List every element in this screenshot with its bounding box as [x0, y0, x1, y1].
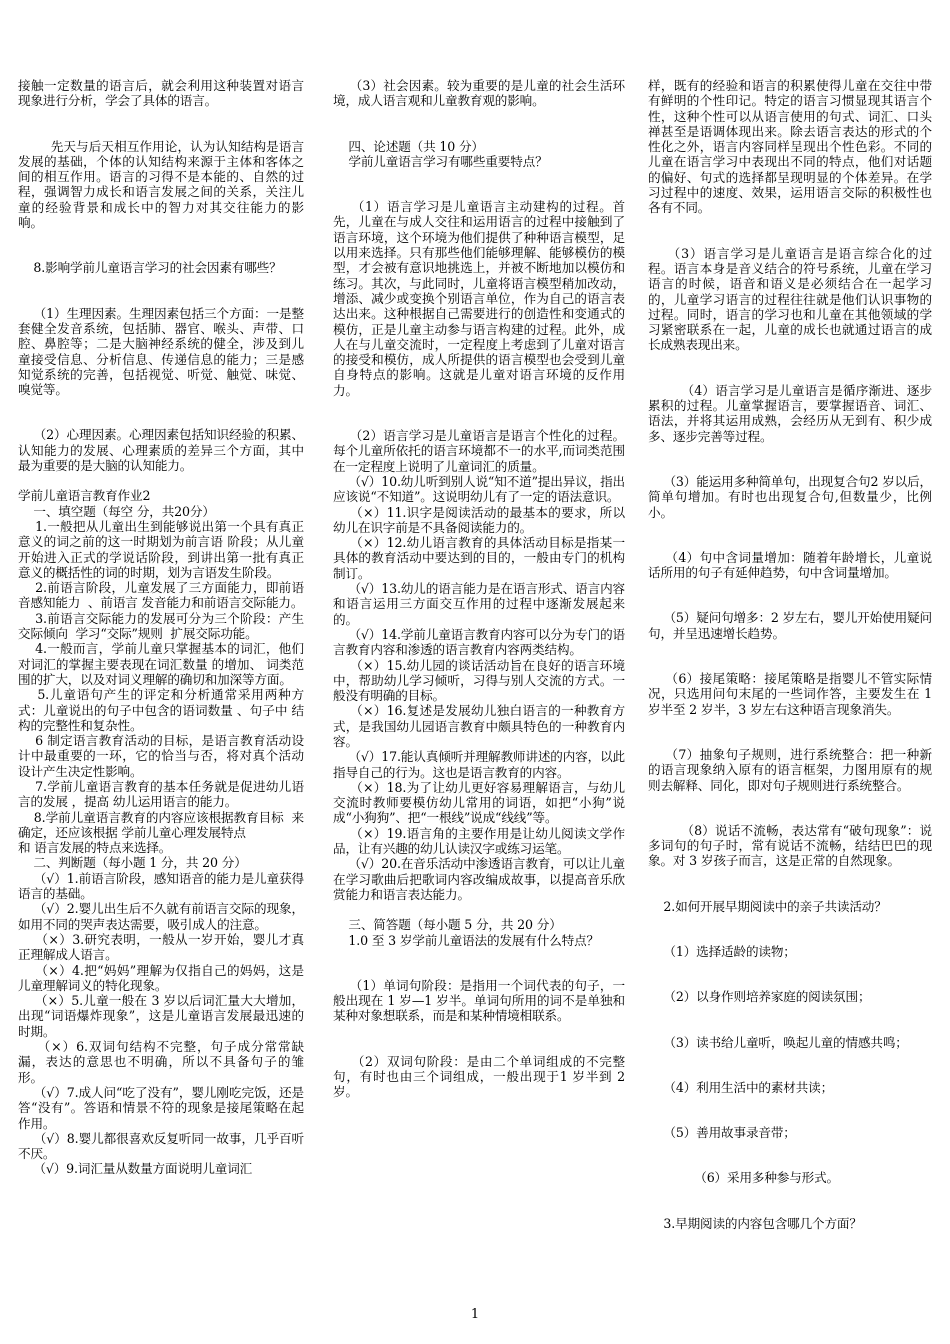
paragraph: （3）能运用多种简单句，出现复合句2 岁以后，简单句增加。有时也出现复合句,但数量少，比例小。 — [648, 473, 932, 520]
paragraph: （×）12.幼儿语言教育的具体活动目标是指某一具体的教育活动中要达到的目的，一般由专门的机构制订。 — [333, 535, 625, 581]
page-number: 1 — [470, 1307, 480, 1322]
paragraph: （√）7.成人问“吃了没有”，婴儿刚吃完饭，还是答“没有”。答语和情景不符的现象是接尾策略在起作用。 — [18, 1084, 304, 1131]
paragraph: （√）14.学前儿童语言教育内容可以分为专门的语言教育内容和渗透的语言教育内容两类结构。 — [333, 626, 625, 658]
column-middle — [333, 78, 629, 1100]
paragraph: （6）接尾策略：接尾策略是指婴儿不管实际情况，只选用问句末尾的一些词作答，主要发生在 1 岁半至 2 岁半，3 岁左右这种语言现象消失。 — [648, 671, 936, 717]
paragraph: （×）18.为了让幼儿更好容易理解语言，与幼儿交流时教师要模仿幼儿常用的词语，如把“小狗”说成“小狗狗”、把“一根线”说成“线线”等。 — [333, 779, 625, 826]
paragraph: （√）17.能认真倾听并理解教师讲述的内容，以此指导自己的行为。这也是语言教育的内容。 — [333, 749, 625, 780]
paragraph-gap — [333, 902, 625, 917]
paragraph-gap — [333, 169, 625, 199]
paragraph: （×）3.研究表明，一般从一岁开始，婴儿才真正理解成人语言。 — [18, 931, 304, 963]
paragraph-gap — [648, 444, 932, 474]
paragraph: 学前儿童语言教育作业2 — [18, 488, 151, 504]
paragraph: （×）11.识字是阅读活动的最基本的要求，所以幼儿在识字前是不具备阅读能力的。 — [333, 504, 625, 535]
paragraph: （4）利用生活中的素材共读； — [648, 1079, 834, 1095]
paragraph: （2）语言学习是儿童语言是语言个性化的过程。每个儿童所依托的语言环境都不一的水平,而词类范围在一定程度上说明了儿童词汇的质量。 — [333, 428, 625, 474]
paragraph: （4）语言学习是儿童语言是循序渐进、逐步累积的过程。儿童掌握语言，要掌握语音、词汇、语法，并将其运用成熟，会经历从无到有、积少成多、逐步完善等过程。 — [648, 382, 933, 444]
paragraph: （√）9.词汇量从数量方面说明儿童词汇 — [18, 1161, 253, 1177]
paragraph: （√）2.婴儿出生后不久就有前语言交际的现象，如用不同的哭声表达需要，吸引成人的注意。 — [18, 901, 305, 932]
paragraph-gap — [648, 1005, 932, 1035]
paragraph: （3）读书给儿童听，唤起儿童的情感共鸣； — [648, 1034, 908, 1050]
paragraph: （×）5.儿童一般在 3 岁以后词汇量大大增加，出现“词语爆炸现象”，这是儿童语言发展最迅速的时期。 — [18, 993, 304, 1039]
paragraph: （6）采用多种参与形式。 — [648, 1170, 839, 1186]
column-right — [648, 78, 936, 1231]
paragraph: 2.前语言阶段，儿童发展了三方面能力，即前语音感知能力 、前语言 发音能力和前语言交际能力。 — [18, 580, 304, 611]
paragraph: （√）13.幼儿的语言能力是在语言形式、语言内容和语言运用三方面交互作用的过程中逐渐发展起来的。 — [333, 581, 625, 627]
paragraph: （8）说话不流畅，表达常有“破句现象”：说多词句的句子时，常有说话不流畅，结结巴巴的现象。对 3 岁孩子而言，这是正常的自然现象。 — [648, 822, 932, 869]
paragraph: （×）4.把“妈妈”理解为仅指自己的妈妈，这是儿童理解词义的特化现象。 — [18, 962, 304, 993]
paragraph: 8.影响学前儿童语言学习的社会因素有哪些？ — [18, 260, 282, 276]
paragraph: （1）选择适龄的读物； — [648, 943, 796, 959]
paragraph-gap — [648, 717, 932, 747]
paragraph: 四、论述题（共 10 分） — [333, 138, 484, 154]
paragraph-gap — [648, 959, 932, 989]
paragraph: （2）心理因素。心理因素包括知识经验的积累、认知能力的发展、心理素质的差异三个方面，其中最为重要的是大脑的认知能力。 — [18, 427, 304, 474]
paragraph: （3）语言学习是儿童语言是语言综合化的过程。语言本身是音义结合的符号系统，儿童在学习语言的时候，语音和语义是必须结合在一起学习的，儿童学习语言的过程往往就是他们认识事物的过程。同时，语言的学习也和儿童在其他领域的学习紧密联系在一起，儿童的成长也就通过语言的成长成熟表现出来。 — [648, 245, 932, 353]
paragraph: 3.早期阅读的内容包含哪几个方面？ — [648, 1215, 862, 1231]
paragraph: （5）善用故事录音带； — [648, 1125, 796, 1141]
paragraph-gap — [648, 869, 932, 899]
paragraph: 1.一般把从儿童出生到能够说出第一个具有真正意义的词之前的这一时期划为前言语 阶段；从儿童开始进入正式的学说话阶段，到讲出第一批有真正意义的概括性的词的时期，划为言语发生阶段。 — [18, 518, 304, 580]
paragraph: 1.0 至 3 岁学前儿童语法的发展有什么特点？ — [333, 932, 599, 948]
paragraph-gap — [648, 1050, 932, 1080]
paragraph: （7）抽象句子规则，进行系统整合：把一种新的语言现象纳入原有的语言框架，力图用原有的规则去解释、同化，即对句子规则进行系统整合。 — [648, 746, 932, 793]
paragraph: 样，既有的经验和语言的积累使得儿童在交往中带有鲜明的个性印记。特定的语言习惯显现其语言个性，这种个性可以从语言使用的句式、词汇、口头禅甚至是语调体现出来。除去语言表达的形式的个性化之外，语言内容同样呈现出个性色彩。不同的儿童在语言学习中表现出不同的特点，他们对话题的偏好、句式的选择都呈现明显的个体差异。在学习过程中的速度、效果，运用语言交际的积极性也各有不同。 — [648, 78, 932, 216]
paragraph-gap — [648, 216, 932, 246]
paragraph: 先天与后天相互作用论，认为认知结构是语言发展的基础，个体的认知结构来源于主体和客体之间的相互作用。语言的习得不是本能的、自然的过程，强调智力成长和语言发展之间的关系，关注儿童的经验背景和成长中的智力对其交往能力的影响。 — [18, 138, 304, 231]
paragraph: （4）句中含词量增加：随着年龄增长，儿童说话所用的句子有延伸趋势，句中含词量增加。 — [648, 549, 932, 581]
paragraph: （×）6.双词句结构不完整，句子成分常常缺漏，表达的意思也不明确，所以不具备句子的雏形。 — [18, 1039, 304, 1085]
paragraph: 二、判断题（每小题 1 分，共 20 分） — [18, 855, 247, 871]
paragraph: 学前儿童语言学习有哪些重要特点？ — [333, 153, 548, 169]
paragraph: （3）社会因素。较为重要的是儿童的社会生活环境，成人语言观和儿童教育观的影响。 — [333, 78, 625, 109]
paragraph-gap — [333, 109, 625, 139]
paragraph-gap — [333, 1024, 625, 1054]
paragraph: 6 制定语言教育活动的目标，是语言教育活动设计中最重要的一环，它的恰当与否，将对真个活动设计产生决定性影响。 — [18, 733, 304, 779]
paragraph-gap — [333, 948, 625, 978]
paragraph: （×）16.复述是发展幼儿独白语言的一种教育方式，是我国幼儿园语言教育中颇具特色的一种教育内容。 — [333, 703, 625, 749]
paragraph-gap — [18, 473, 304, 488]
paragraph-gap — [648, 914, 932, 944]
paragraph-gap — [18, 276, 304, 306]
paragraph-gap — [648, 1095, 932, 1125]
paragraph-gap — [648, 1186, 932, 1216]
paragraph-gap — [18, 397, 304, 427]
paragraph-gap — [648, 641, 932, 671]
paragraph: （√）8.婴儿都很喜欢反复听同一故事，几乎百听不厌。 — [18, 1130, 305, 1162]
paragraph: （1）语言学习是儿童语言主动建构的过程。首先，儿童在与成人交往和运用语言的过程中接触到了语言环境，这个环境为他们提供了种种语言模型，足以用来选择。只有那些他们能够理解、能够模仿的模型，才会被有意识地挑选上，并被不断地加以模仿和练习。其次，与此同时，儿童将语言模型稍加改动，增添、减少或变换个别语言单位，作为自己的语言表达出来。这种根据自己需要进行的创造性和变通式的模仿，正是儿童主动参与语言构建的过程。此外，成人在与儿童交流时，一定程度上考虑到了儿童对语言的接受和模仿，成人所提供的语言模型也会受到儿童自身特点的影响。这就是儿童对语言环境的反作用力。 — [333, 199, 625, 398]
paragraph-gap — [648, 1140, 932, 1170]
paragraph: （√）1.前语言阶段，感知语音的能力是儿童获得语言的基础。 — [18, 870, 305, 902]
paragraph: （1）生理因素。生理因素包括三个方面：一是整套健全发音系统，包括肺、器官、喉头、声带、口腔、鼻腔等；二是大脑神经系统的健全，涉及到儿童接受信息、分析信息、传递信息的能力；三是感知觉系统的完善，包括视觉、听觉、触觉、味觉、嗅觉等。 — [18, 305, 304, 398]
paragraph-gap — [648, 353, 932, 383]
paragraph: 3.前语言交际能力的发展可分为三个阶段：产生交际倾向 学习“交际”规则 扩展交际功能。 — [18, 610, 304, 642]
paragraph: 8.学前儿童语言教育的内容应该根据教育目标 来确定，还应该根据 学前儿童心理发展特点 — [18, 809, 304, 840]
paragraph: 和 语言发展的特点来选择。 — [18, 840, 172, 856]
paragraph-gap — [648, 520, 932, 550]
paragraph: （1）单词句阶段：是指用一个词代表的句子，一般出现在 1 岁—1 岁半。单词句所用的词不是单独和某种对象想联系，而是和某种情境相联系。 — [333, 977, 625, 1024]
paragraph: 5.儿童语句产生的评定和分析通常采用两种方式：儿童说出的句子中包含的语词数量 、句子中 结构的完整性和复杂性。 — [18, 687, 304, 733]
paragraph: （5）疑问句增多：2 岁左右，婴儿开始使用疑问句，并呈迅速增长趋势。 — [648, 610, 932, 641]
paragraph-gap — [333, 398, 625, 428]
paragraph-gap — [648, 580, 932, 610]
paragraph: （×）19.语言角的主要作用是让幼儿阅读文学作品，让有兴趣的幼儿认读汉字或练习运笔。 — [333, 825, 625, 857]
paragraph: 一、填空题（每空 分，共20分） — [18, 503, 215, 519]
column-left — [18, 78, 304, 1177]
paragraph: 7.学前儿童语言教育的基本任务就是促进幼儿语言的发展 ，提高 幼儿运用语言的能力。 — [18, 778, 304, 810]
paragraph: （2）以身作则培养家庭的阅读氛围； — [648, 989, 871, 1005]
paragraph: （2）双词句阶段：是由二个单词组成的不完整句，有时也由三个词组成，一般出现于1 岁半到 2 岁。 — [333, 1053, 629, 1100]
paragraph-gap — [648, 793, 932, 823]
paragraph: 4.一般而言，学前儿童只掌握基本的词汇，他们对词汇的掌握主要表现在词汇数量 的增加、 词类范围的扩大，以及对词义理解的确切和加深等方面。 — [18, 641, 304, 687]
paragraph: 接触一定数量的语言后，就会利用这种装置对语言现象进行分析，学会了具体的语言。 — [18, 78, 304, 109]
paragraph-gap — [18, 109, 304, 139]
paragraph: 2.如何开展早期阅读中的亲子共读活动？ — [648, 898, 887, 914]
paragraph: 三、简答题（每小题 5 分，共 20 分） — [333, 917, 562, 933]
paragraph-gap — [18, 230, 304, 260]
paragraph: （√）20.在音乐活动中渗透语言教育，可以让儿童在学习歌曲后把歌词内容改编成故事，以提高音乐欣赏能力和语言表达能力。 — [333, 856, 625, 902]
paragraph: （×）15.幼儿园的谈话活动旨在良好的语言环境中，帮助幼儿学习倾听，习得与别人交流的方式。一般没有明确的目标。 — [333, 657, 625, 704]
paragraph: （√）10.幼儿听到别人说“知不道”提出异议，指出应该说“不知道”。这说明幼儿有了一定的语法意识。 — [333, 473, 625, 505]
